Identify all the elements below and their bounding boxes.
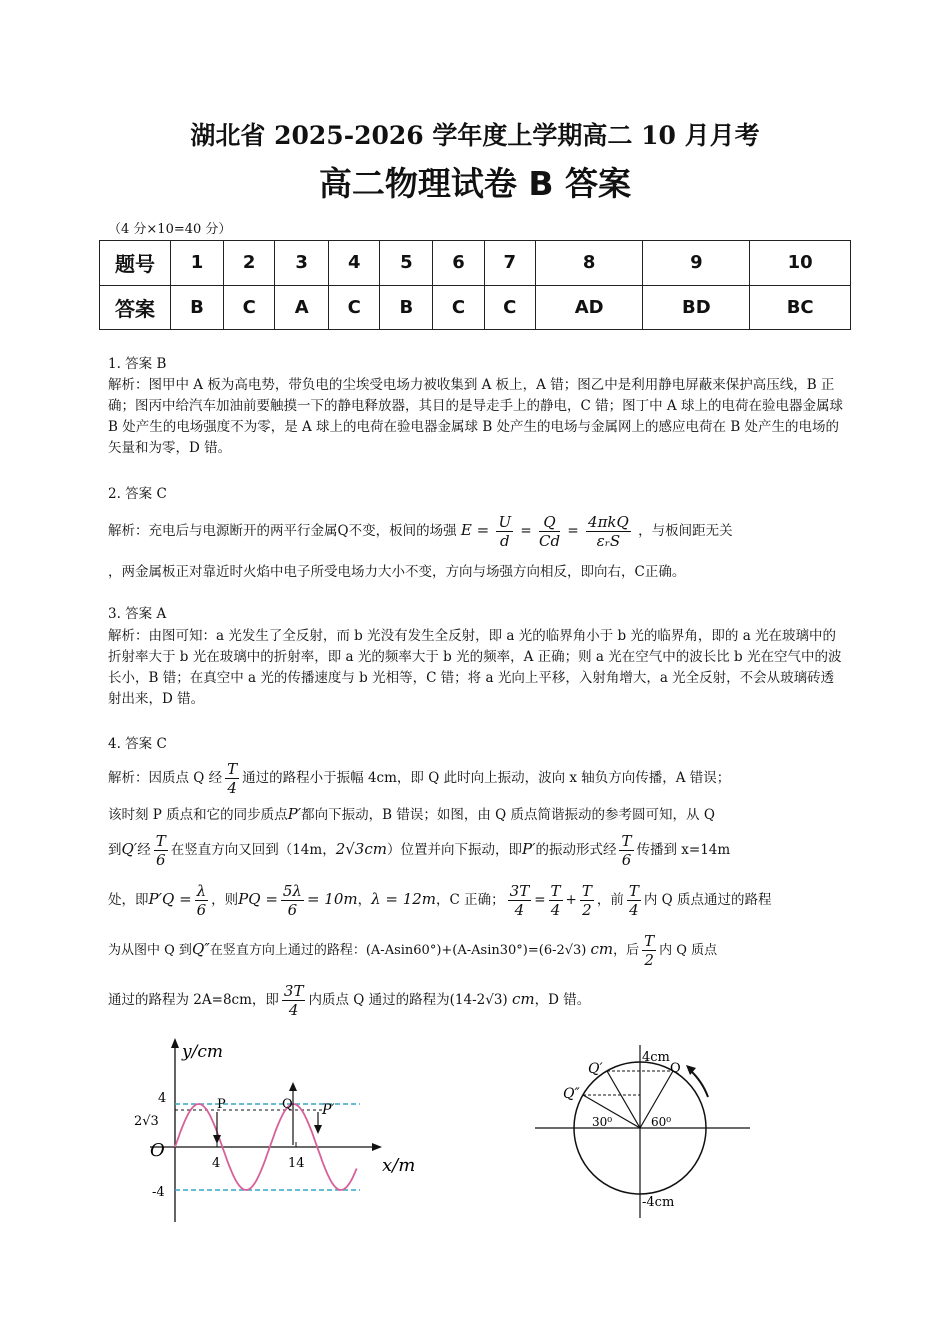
x-axis-label: x/m (382, 1155, 416, 1176)
label-q: Q (670, 1061, 681, 1076)
symbol-q-double-prime: Q″ (191, 940, 210, 958)
point-p-prime-label: P′ (322, 1102, 335, 1118)
reference-circle-graph (530, 1040, 760, 1220)
q4-heading: 4. 答案 C (108, 736, 167, 752)
q4-line6 (108, 976, 843, 1023)
score-note: （4 分×10=40 分） (108, 222, 232, 237)
fraction-3t-4: $\frac{3T}{4}$ (283, 982, 304, 1019)
text: 到 (108, 842, 122, 858)
label-30-deg: 30⁰ (592, 1115, 613, 1129)
fraction-t-4: $\frac{T}{4}$ (227, 760, 238, 797)
formula: P′Q = (148, 890, 192, 908)
symbol-q-prime: Q′ (121, 840, 138, 858)
answer-cell: A (275, 285, 329, 330)
q1-analysis: 解析：图甲中 A 板为高电势，带负电的尘埃受电场力被收集到 A 板上，A 错；图乙中是利用静电屏蔽来保护高压线，B 正确；图丙中给汽车加油前要触摸一下的静电释放器，其目的是导走手上的静电，C 错；图丁中 A 球上的电荷在验电器金属球 B 处产生的电场强度不为零，是 A 球上的电荷在验电器金属球 B 处产生的电场与金属网上的感应电荷在 B 处产生的电场的矢量和为零，D 错。 (108, 377, 843, 456)
number-row (100, 241, 851, 286)
text: 内质点 Q 通过的路程为(14-2√3) (308, 992, 508, 1008)
text: 在竖直方向上通过的路程：(A-Asin60°)+(A-Asin30°)=(6-2√3) (209, 943, 587, 958)
symbol-p-prime: P′ (521, 840, 536, 858)
origin-label: O (150, 1140, 165, 1161)
answer-cell: C (484, 285, 535, 330)
number-cell: 1 (171, 241, 224, 286)
number-cell: 7 (484, 241, 535, 286)
text: 处，即 (108, 892, 149, 908)
answer-cell: AD (535, 285, 643, 330)
q2-text: 解析：充电后与电源断开的两平行金属Q不变，板间的场强 (108, 523, 457, 539)
q4-line2 (108, 801, 843, 828)
exam-title: 湖北省 2025-2026 学年度上学期高二 10 月月考 (190, 121, 760, 150)
formula: = 10m (306, 890, 358, 908)
answer-cell: B (380, 285, 433, 330)
label-60-deg: 60⁰ (651, 1115, 672, 1129)
text: 内 Q 质点 (659, 943, 718, 958)
label-4cm: 4cm (642, 1050, 670, 1065)
fraction-t-6: $\frac{T}{6}$ (155, 832, 166, 869)
number-cell: 10 (750, 241, 851, 286)
fraction-u-d: $\frac{U}{d}$ (498, 513, 512, 550)
y-tick-2root3: 2√3 (134, 1114, 159, 1129)
label-q-prime: Q′ (588, 1061, 603, 1077)
wave-graph (120, 1030, 430, 1230)
text: 解析：因质点 Q 经 (108, 770, 223, 786)
q4-line1 (108, 755, 843, 801)
text: 的振动形式经 (535, 842, 617, 858)
fraction-t-2: $\frac{T}{2}$ (644, 932, 655, 969)
x-tick-14: 14 (288, 1156, 305, 1171)
q-arrow-head (289, 1082, 297, 1091)
x-tick-4: 4 (212, 1156, 221, 1171)
y-axis-label: y/cm (182, 1042, 223, 1062)
q4-line4 (108, 876, 843, 923)
q2-line1 (108, 508, 843, 553)
number-cell: 4 (329, 241, 380, 286)
fraction-q-cd: $\frac{Q}{Cd}$ (539, 513, 561, 550)
fraction-5lambda-6: $\frac{5\lambda}{6}$ (282, 882, 302, 919)
fraction-4pikq: $\frac{\text{4πkQ}}{\text{εᵣS}}$ (588, 513, 629, 550)
q2-heading: 2. 答案 C (108, 486, 167, 502)
number-row-label: 题号 (100, 241, 171, 286)
text: 内 Q 质点通过的路程 (643, 892, 772, 908)
rotation-arrow (690, 1070, 708, 1097)
text: ，C 正确； (436, 892, 505, 908)
formula-E: E = (460, 521, 490, 539)
answer-cell: BC (750, 285, 851, 330)
q4-line3 (108, 826, 843, 873)
fraction-lambda-6: $\frac{\lambda}{6}$ (196, 882, 207, 919)
unit-cm: cm (511, 990, 535, 1008)
fraction-t-4: $\frac{T}{4}$ (628, 882, 639, 919)
text: 经 (137, 842, 151, 858)
answer-cell: C (224, 285, 275, 330)
answer-cell: BD (643, 285, 750, 330)
exam-subtitle: 高二物理试卷 B 答案 (318, 164, 632, 203)
p-prime-arrow-head (314, 1125, 322, 1134)
text: 为从图中 Q 到 (108, 943, 192, 958)
equals-sign: = (520, 523, 532, 539)
number-cell: 6 (433, 241, 484, 286)
plus-sign: + (565, 892, 577, 908)
answer-table (99, 240, 851, 330)
text: ，D 错。 (534, 992, 591, 1008)
answer-cell: C (433, 285, 484, 330)
equals-sign: = (534, 892, 546, 908)
answer-row-label: 答案 (100, 285, 171, 330)
answer-cell: C (329, 285, 380, 330)
q3-heading: 3. 答案 A (108, 606, 167, 622)
fraction-t-6: $\frac{T}{6}$ (621, 832, 632, 869)
text: 通过的路程小于振幅 4cm，即 Q 此时向上振动，波向 x 轴负方向传播，A 错误； (242, 770, 731, 786)
text: 在竖直方向又回到（14m， (170, 842, 336, 858)
symbol-p-prime: P′ (287, 805, 302, 823)
unit-cm: cm (590, 940, 614, 958)
equals-sign: = (567, 523, 579, 539)
point-p-label: P (217, 1097, 226, 1112)
q2-text: ，与板间距无关 (638, 523, 733, 539)
text: 传播到 x=14m (636, 842, 731, 858)
y-tick-4: 4 (158, 1091, 167, 1106)
q3-analysis: 解析：由图可知：a 光发生了全反射，而 b 光没有发生全反射，即 a 光的临界角小于 b 光的临界角，即的 a 光在玻璃中的折射率大于 b 光在玻璃中的折射率，即 a 光的频率大于 b 光的频率，A 正确；则 a 光在空气中的波长比 b 光在空气中的波长小，B 错；在真空中 a 光的传播速度与 b 光相等，C 错；将 a 光向上平移，入射角增大，a 光全反射，不会从玻璃砖透射出来，D 错。 (108, 628, 842, 707)
x-axis-arrow (372, 1143, 382, 1151)
number-cell: 9 (643, 241, 750, 286)
text: ，则 (211, 892, 239, 908)
fraction-t-2: $\frac{T}{2}$ (581, 882, 592, 919)
y-tick-neg4: -4 (152, 1185, 165, 1200)
point-q-label: Q (282, 1097, 293, 1112)
q2-line2: ，两金属板正对靠近时火焰中电子所受电场力大小不变，方向与场强方向相反，即向右，C正确。 (108, 564, 686, 580)
text: 都向下振动，B 错误；如图，由 Q 质点简谐振动的参考圆可知，从 Q (301, 807, 715, 823)
q4-line5 (108, 926, 843, 974)
number-cell: 3 (275, 241, 329, 286)
formula: PQ = (238, 890, 278, 908)
text: ，后 (613, 943, 640, 958)
fraction-3t-4: $\frac{3T}{4}$ (509, 882, 530, 919)
label-neg4cm: -4cm (642, 1195, 675, 1210)
text: 通过的路程为 2A=8cm，即 (108, 992, 279, 1008)
number-cell: 8 (535, 241, 643, 286)
text: ，前 (596, 892, 624, 908)
text: ， (357, 892, 372, 908)
label-q-double-prime: Q″ (563, 1086, 580, 1102)
answer-row (100, 285, 851, 330)
formula: λ = 12m (371, 890, 437, 908)
q1-heading: 1. 答案 B (108, 356, 167, 372)
text: ）位置并向下振动，即 (386, 842, 522, 858)
number-cell: 2 (224, 241, 275, 286)
coord-value: 2√3cm (335, 840, 387, 858)
y-axis-arrow (171, 1038, 179, 1048)
answer-cell: B (171, 285, 224, 330)
fraction-t-4: $\frac{T}{4}$ (550, 882, 561, 919)
number-cell: 5 (380, 241, 433, 286)
text: 该时刻 P 质点和它的同步质点 (108, 807, 288, 823)
